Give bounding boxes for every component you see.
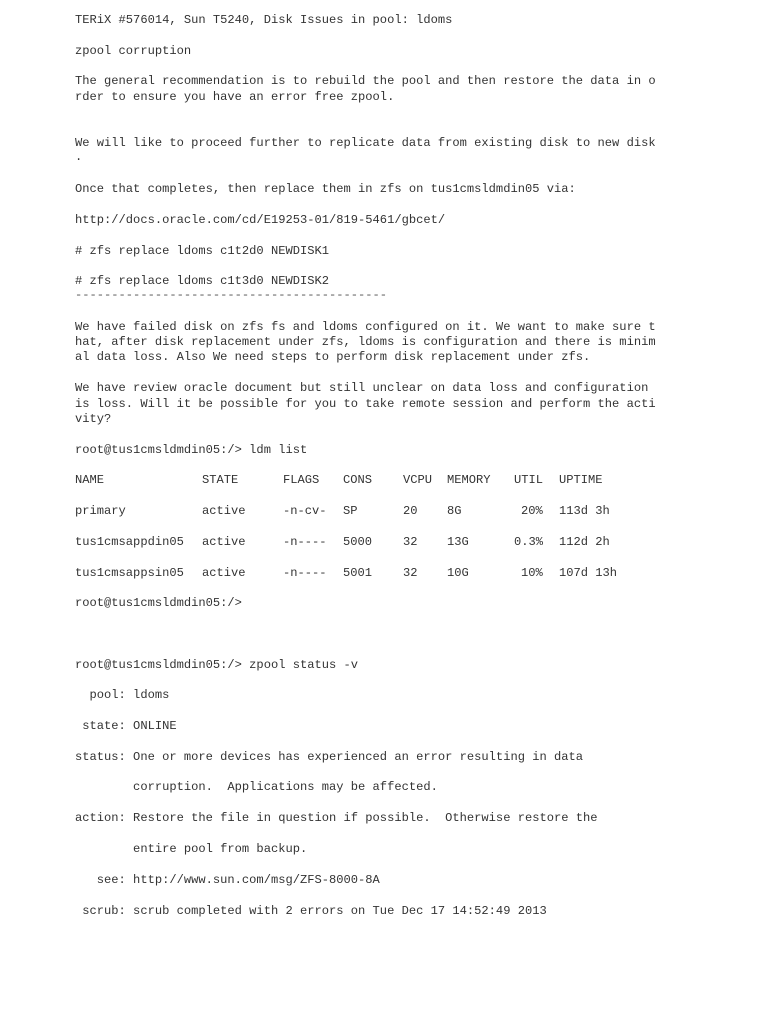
row-vcpu: 32 bbox=[403, 535, 418, 549]
zpool-state: state: ONLINE bbox=[75, 719, 177, 733]
row-cons: 5000 bbox=[343, 535, 373, 549]
row-state: active bbox=[202, 535, 246, 549]
zpool-see-link[interactable]: see: http://www.sun.com/msg/ZFS-8000-8A bbox=[75, 873, 380, 887]
separator: ------------------------------------------- bbox=[75, 288, 388, 302]
failed-disk-line-1: We have failed disk on zfs fs and ldoms configured on it. We want to make sure t bbox=[75, 320, 656, 334]
row-flags: -n---- bbox=[283, 535, 327, 549]
row-state: active bbox=[202, 566, 246, 580]
subject-line: zpool corruption bbox=[75, 44, 192, 58]
review-line-1: We have review oracle document but still unclear on data loss and configuration bbox=[75, 381, 649, 395]
row-memory: 13G bbox=[447, 535, 469, 549]
zpool-pool: pool: ldoms bbox=[75, 688, 170, 702]
command-2: # zfs replace ldoms c1t3d0 NEWDISK2 bbox=[75, 274, 330, 288]
row-name: primary bbox=[75, 504, 126, 518]
zpool-status-line-1: status: One or more devices has experienced an error resulting in data bbox=[75, 750, 584, 764]
row-uptime: 107d 13h bbox=[559, 566, 618, 580]
header-vcpu: VCPU bbox=[403, 473, 433, 487]
header-cons: CONS bbox=[343, 473, 373, 487]
header-util: UTIL bbox=[514, 473, 544, 487]
header-state: STATE bbox=[202, 473, 239, 487]
header-flags: FLAGS bbox=[283, 473, 320, 487]
row-vcpu: 32 bbox=[403, 566, 418, 580]
header-memory: MEMORY bbox=[447, 473, 491, 487]
row-name: tus1cmsappdin05 bbox=[75, 535, 184, 549]
zpool-scrub: scrub: scrub completed with 2 errors on Tue Dec 17 14:52:49 2013 bbox=[75, 904, 547, 918]
row-flags: -n-cv- bbox=[283, 504, 327, 518]
document-title: TERiX #576014, Sun T5240, Disk Issues in pool: ldoms bbox=[75, 13, 453, 27]
recommendation-line-2: rder to ensure you have an error free zpool. bbox=[75, 90, 395, 104]
ldm-list-prompt: root@tus1cmsldmdin05:/> ldm list bbox=[75, 443, 308, 457]
row-util: 10% bbox=[521, 566, 543, 580]
row-vcpu: 20 bbox=[403, 504, 418, 518]
doc-link[interactable]: http://docs.oracle.com/cd/E19253-01/819-5461/gbcet/ bbox=[75, 213, 446, 227]
row-flags: -n---- bbox=[283, 566, 327, 580]
row-state: active bbox=[202, 504, 246, 518]
proceed-line-1: We will like to proceed further to replicate data from existing disk to new disk bbox=[75, 136, 656, 150]
ldm-end-prompt: root@tus1cmsldmdin05:/> bbox=[75, 596, 242, 610]
zpool-action-line-2: entire pool from backup. bbox=[75, 842, 308, 856]
row-cons: SP bbox=[343, 504, 358, 518]
failed-disk-line-2: hat, after disk replacement under zfs, ldoms is configuration and there is minim bbox=[75, 335, 656, 349]
zpool-status-prompt: root@tus1cmsldmdin05:/> zpool status -v bbox=[75, 658, 359, 672]
recommendation-line-1: The general recommendation is to rebuild the pool and then restore the data in o bbox=[75, 74, 656, 88]
replace-intro: Once that completes, then replace them in zfs on tus1cmsldmdin05 via: bbox=[75, 182, 576, 196]
row-name: tus1cmsappsin05 bbox=[75, 566, 184, 580]
review-line-3: vity? bbox=[75, 412, 112, 426]
review-line-2: is loss. Will it be possible for you to take remote session and perform the acti bbox=[75, 397, 656, 411]
row-util: 0.3% bbox=[514, 535, 544, 549]
row-uptime: 113d 3h bbox=[559, 504, 610, 518]
header-uptime: UPTIME bbox=[559, 473, 603, 487]
failed-disk-line-3: al data loss. Also We need steps to perform disk replacement under zfs. bbox=[75, 350, 591, 364]
row-cons: 5001 bbox=[343, 566, 373, 580]
command-1: # zfs replace ldoms c1t2d0 NEWDISK1 bbox=[75, 244, 330, 258]
row-uptime: 112d 2h bbox=[559, 535, 610, 549]
row-util: 20% bbox=[521, 504, 543, 518]
row-memory: 10G bbox=[447, 566, 469, 580]
row-memory: 8G bbox=[447, 504, 462, 518]
proceed-line-2: . bbox=[75, 150, 83, 164]
header-name: NAME bbox=[75, 473, 105, 487]
zpool-action-line-1: action: Restore the file in question if possible. Otherwise restore the bbox=[75, 811, 598, 825]
zpool-status-line-2: corruption. Applications may be affected. bbox=[75, 780, 438, 794]
